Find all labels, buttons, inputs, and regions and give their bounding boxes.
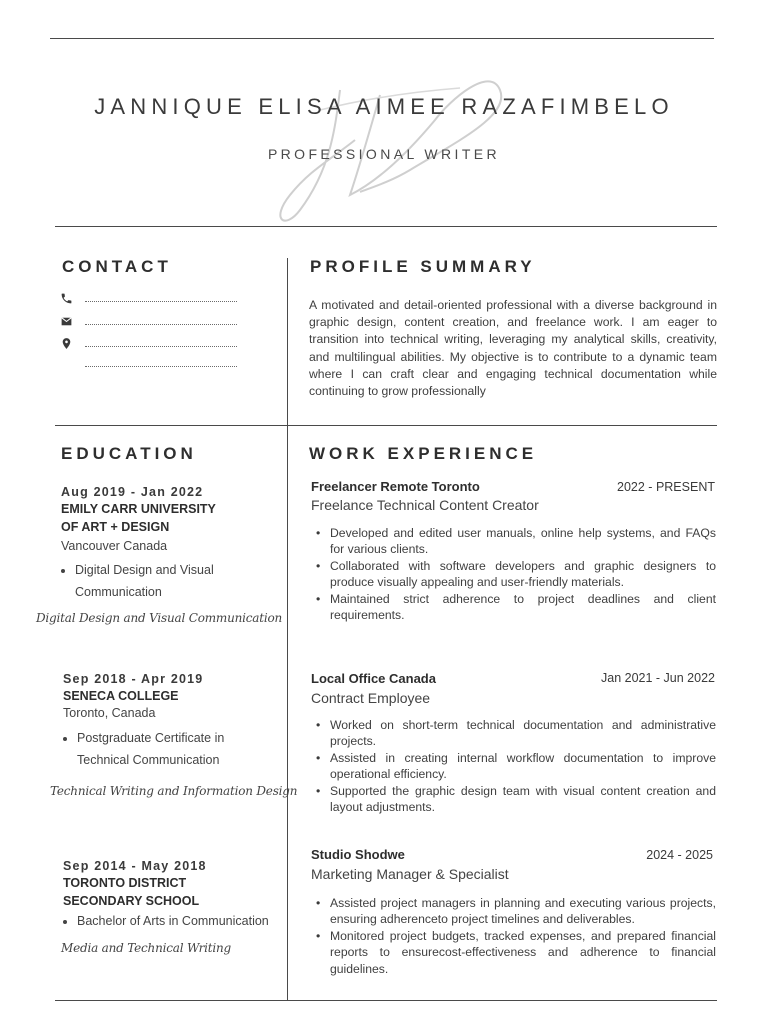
education-heading: EDUCATION xyxy=(61,444,197,464)
education-degree: • Bachelor of Arts in Communication xyxy=(77,910,287,932)
job-bullets xyxy=(330,525,716,623)
middle-rule xyxy=(55,425,717,426)
candidate-title: PROFESSIONAL WRITER xyxy=(267,146,501,162)
contact-phone xyxy=(60,292,237,305)
education-focus: Technical Writing and Information Design xyxy=(50,784,298,798)
location-pin-icon xyxy=(60,337,73,350)
job-bullet: • Maintained strict adherence to project deadlines and client requirements. xyxy=(330,591,716,624)
contact-extra xyxy=(60,360,237,367)
contact-heading: CONTACT xyxy=(62,257,172,277)
education-degree: • Postgraduate Certificate in Technical Communication xyxy=(77,727,283,771)
education-school: OF ART + DESIGN xyxy=(61,520,170,534)
job-role: Marketing Manager & Specialist xyxy=(311,866,509,882)
education-school: TORONTO DISTRICT xyxy=(63,876,187,890)
job-bullet: • Monitored project budgets, tracked expenses, and prepared financial reports to ensurecost-effectiveness and adherence to financial guidelines. xyxy=(330,928,716,977)
job-company: Studio Shodwe xyxy=(311,847,405,862)
job-bullet: • Supported the graphic design team with visual content creation and layout adjustments. xyxy=(330,783,716,816)
job-role: Freelance Technical Content Creator xyxy=(311,497,539,513)
job-bullet: • Assisted in creating internal workflow documentation to improve operational efficiency. xyxy=(330,750,716,783)
column-divider xyxy=(287,258,288,1000)
top-rule xyxy=(50,38,714,39)
job-company: Freelancer Remote Toronto xyxy=(311,479,480,494)
extra-value-placeholder xyxy=(85,360,237,367)
contact-email xyxy=(60,315,237,328)
education-school: SECONDARY SCHOOL xyxy=(63,894,200,908)
education-entry xyxy=(63,859,287,932)
education-entry xyxy=(63,672,283,771)
job-bullet: • Assisted project managers in planning and executing various projects, ensuring adherenceto project timelines and deliverables. xyxy=(330,895,716,928)
education-date: Aug 2019 - Jan 2022 xyxy=(61,485,204,499)
job-company: Local Office Canada xyxy=(311,671,436,686)
job-bullet: • Developed and edited user manuals, online help systems, and FAQs for various clients. xyxy=(330,525,716,558)
phone-value-placeholder xyxy=(85,295,237,302)
work-experience-heading: WORK EXPERIENCE xyxy=(309,444,537,464)
job-bullet: • Worked on short-term technical documentation and administrative projects. xyxy=(330,717,716,750)
education-entry xyxy=(61,485,281,603)
phone-icon xyxy=(60,292,73,305)
email-icon xyxy=(60,315,73,328)
job-bullet: • Collaborated with software developers and graphic designers to produce visually appealing and user-friendly materials. xyxy=(330,558,716,591)
profile-summary-heading: PROFILE SUMMARY xyxy=(310,257,536,277)
job-dates: 2022 - PRESENT xyxy=(617,480,715,494)
education-school: SENECA COLLEGE xyxy=(63,689,179,703)
education-degree: • Digital Design and Visual Communication xyxy=(75,559,281,603)
job-bullets xyxy=(330,895,716,977)
education-location: Toronto, Canada xyxy=(63,706,156,720)
education-location: Vancouver Canada xyxy=(61,539,168,553)
education-school: EMILY CARR UNIVERSITY xyxy=(61,502,216,516)
job-role: Contract Employee xyxy=(311,690,431,706)
education-focus: Media and Technical Writing xyxy=(61,941,232,955)
profile-summary-text: A motivated and detail-oriented professional with a diverse background in graphic design, content creation, and freelance work. I am eager to transition into technical writing, leveraging my analytical skills, creativity, and multilingual abilities. My objective is to contribute to a dynamic team where I can craft clear and engaging technical documentation while continuing to grow professionally xyxy=(309,298,717,399)
education-date: Sep 2014 - May 2018 xyxy=(63,859,207,873)
job-bullets xyxy=(330,717,716,815)
email-value-placeholder xyxy=(85,318,237,325)
job-dates: Jan 2021 - Jun 2022 xyxy=(601,671,715,685)
education-focus: Digital Design and Visual Communication xyxy=(36,611,283,625)
bottom-rule xyxy=(55,1000,717,1001)
address-value-placeholder xyxy=(85,340,237,347)
contact-location xyxy=(60,337,237,350)
candidate-name: JANNIQUE ELISA AIMEE RAZAFIMBELO xyxy=(94,94,674,119)
education-date: Sep 2018 - Apr 2019 xyxy=(63,672,204,686)
job-dates: 2024 - 2025 xyxy=(646,848,713,862)
